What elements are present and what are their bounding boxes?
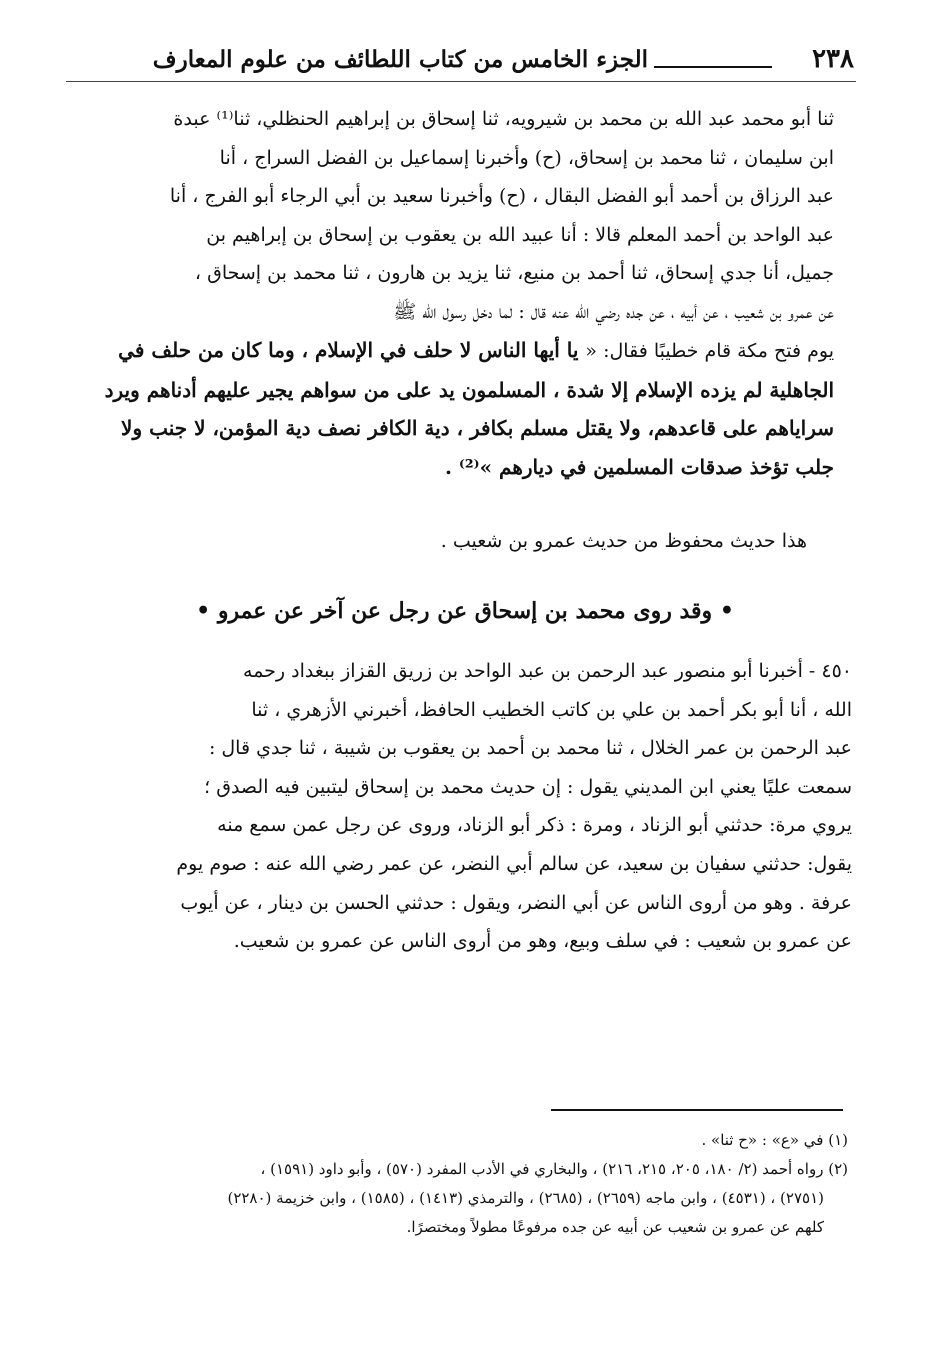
text-line: ٤٥٠ - أخبرنا أبو منصور عبد الرحمن بن عبد الواحد بن زريق القزاز ببغداد رحمه <box>243 660 852 682</box>
section-heading: • وقد روى محمد بن إسحاق عن رجل عن آخر عن عمرو • <box>196 598 734 624</box>
text-line: عبد الرحمن بن عمر الخلال ، ثنا محمد بن أحمد بن يعقوب بن شيبة ، ثنا جدي قال : <box>208 737 852 760</box>
text-line: عبد الرزاق بن أحمد أبو الفضل البقال ، (ح) وأخبرنا سعيد بن أبي الرجاء أبو الفرج ، أنا <box>169 185 834 207</box>
text-line: عن عمرو بن شعيب ، عن أبيه ، عن جده رضي الله عنه قال : لما دخل رسول الله ﷺ <box>393 300 834 323</box>
header-divider <box>66 81 856 82</box>
text-line: ابن سليمان ، ثنا محمد بن إسحاق، (ح) وأخبرنا إسماعيل بن الفضل السراج ، أنا <box>219 146 834 169</box>
text-line: عبد الواحد بن أحمد المعلم قالا : أنا عبيد الله بن يعقوب بن إسحاق بن إبراهيم بن <box>206 223 834 246</box>
text-line-mixed <box>66 331 834 371</box>
narration-paragraph <box>66 652 852 961</box>
text-line: يروي مرة: حدثني أبو الزناد ، ومرة : ذكر أبو الزناد، وروى عن رجل عمن سمع منه <box>217 814 852 837</box>
text-line: عن عمرو بن شعيب : في سلف وبيع، وهو من أروى الناس عن عمرو بن شعيب. <box>233 930 852 953</box>
text-line: سمعت عليًا يعني ابن المديني يقول : إن حديث محمد بن إسحاق ليتبين فيه الصدق ؛ <box>204 775 852 798</box>
header-short-rule <box>654 66 772 68</box>
text-prefix: يوم فتح مكة قام خطيبًا فقال: « <box>585 340 834 362</box>
grading-note: هذا حديث محفوظ من حديث عمرو بن شعيب . <box>440 530 807 552</box>
footnote-1: (١) في «ع» : «ح ثنا» . <box>701 1131 848 1149</box>
text-line: جميل، أنا جدي إسحاق، ثنا أحمد بن منيع، ثنا يزيد بن هارون ، ثنا محمد بن إسحاق ، <box>194 262 834 284</box>
footnote-2-continued: كلهم عن عمرو بن شعيب عن أبيه عن جده مرفوعًا مطولاً ومختصرًا. <box>406 1218 824 1236</box>
footnotes <box>66 1126 848 1242</box>
text-line: الله ، أنا أبو بكر أحمد بن علي بن كاتب الخطيب الحافظ، أخبرني الأزهري ، ثنا <box>251 698 852 721</box>
footnote-2-continued: (٢٧٥١) ، (٤٥٣١) ، وابن ماجه (٢٦٥٩) ، (٢٦٨٥) ، والترمذي (١٤١٣) ، (١٥٨٥) ، وابن خزيمة (٢٢٨٠) <box>227 1189 824 1207</box>
hadith-matn-start: يا أيها الناس لا حلف في الإسلام ، وما كان من حلف في <box>118 338 586 362</box>
page-number: ٢٣٨ <box>812 44 854 74</box>
running-head: الجزء الخامس من كتاب اللطائف من علوم المعارف <box>152 46 648 73</box>
hadith-matn-line: الجاهلية لم يزده الإسلام إلا شدة ، المسلمون يد على من سواهم يجير عليهم أدناهم ويرد <box>104 377 834 402</box>
footnote-separator <box>551 1109 843 1111</box>
text-line: ثنا أبو محمد عبد الله بن محمد بن شيرويه، ثنا إسحاق بن إبراهيم الحنظلي، ثنا⁽¹⁾ عبدة <box>173 108 834 130</box>
page-header <box>66 42 856 82</box>
text-line: عرفة . وهو من أروى الناس عن أبي النضر، ويقول : حدثني الحسن بن دينار ، عن أيوب <box>180 891 852 914</box>
text-line: يقول: حدثني سفيان بن سعيد، عن سالم أبي النضر، عن عمر رضي الله عنه : صوم يوم <box>176 852 852 875</box>
footnote-2: (٢) رواه أحمد (٢/ ١٨٠، ٢٠٥، ٢١٥، ٢١٦) ، والبخاري في الأدب المفرد (٥٧٠) ، وأبو داود (١٥٩١) ، <box>260 1160 848 1178</box>
hadith-matn-line: جلب تؤخذ صدقات المسلمين في ديارهم »⁽²⁾ . <box>444 454 834 479</box>
hadith-paragraph <box>66 100 834 486</box>
hadith-matn-line: سراياهم على قاعدهم، ولا يقتل مسلم بكافر ، دية الكافر نصف دية المؤمن، لا جنب ولا <box>121 416 834 440</box>
